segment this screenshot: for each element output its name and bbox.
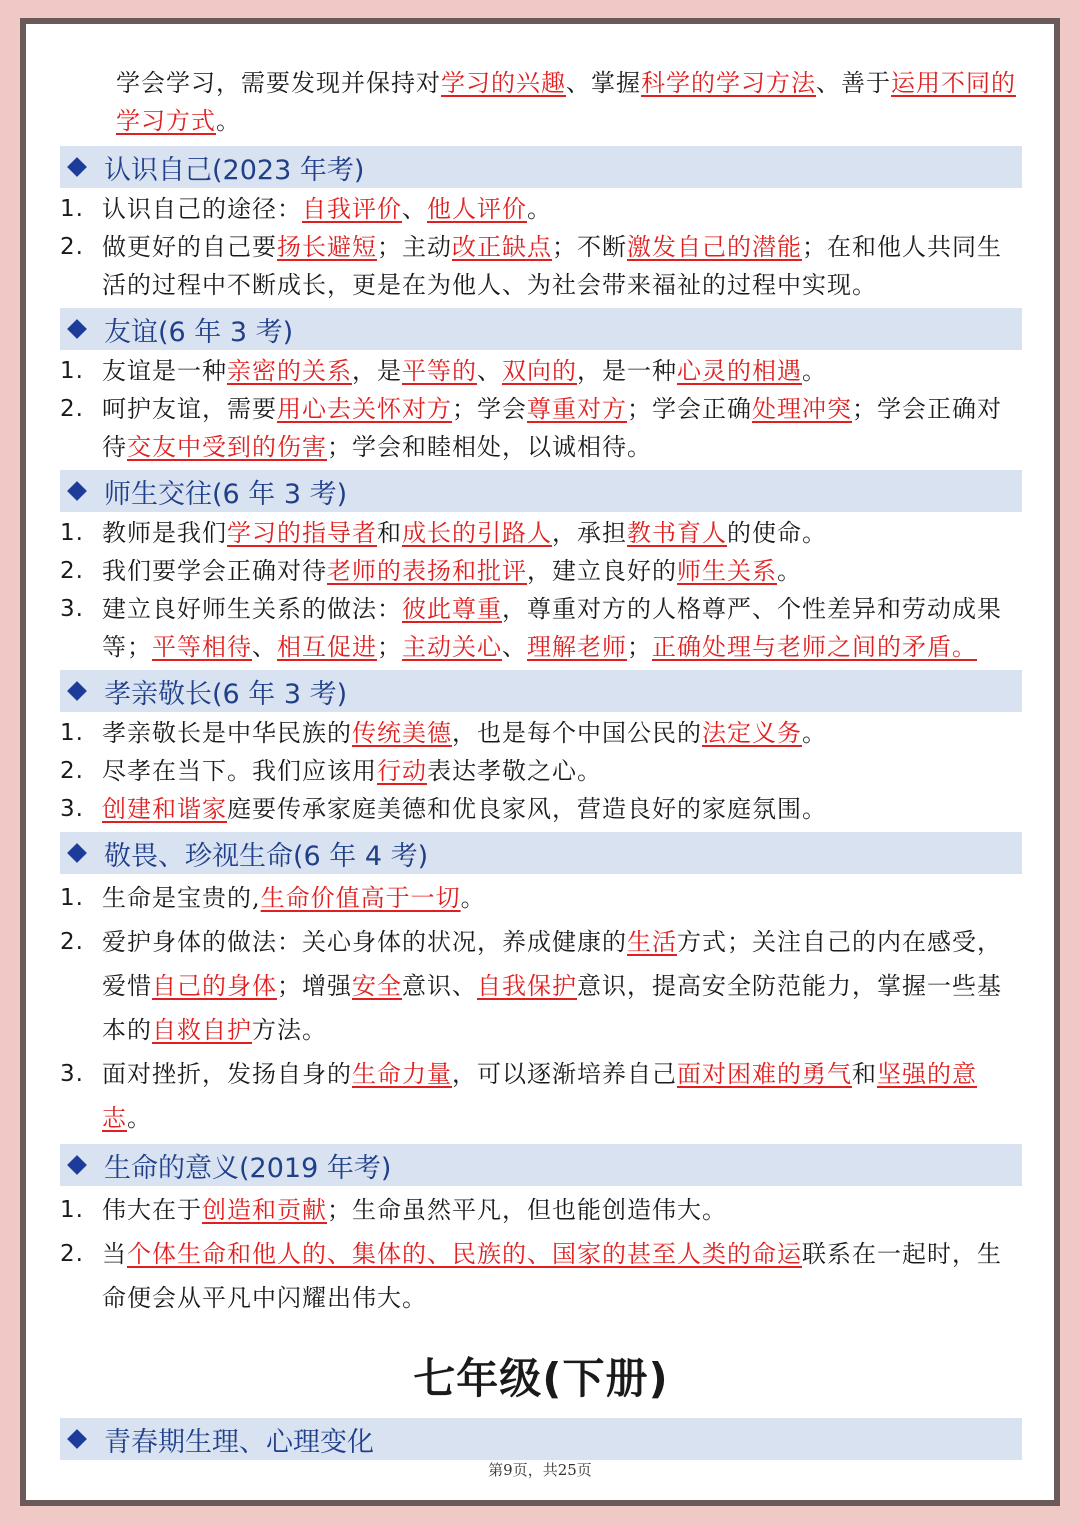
text: ；学会正确 [627,395,752,423]
text: 。 [802,357,827,385]
text: 我们要学会正确对待 [102,557,327,585]
item-number: 2. [60,1241,84,1267]
section-title: 生命的意义(2019 年考) [104,1152,392,1184]
item-number: 1. [60,885,84,911]
text: 方式；关注自己的内在感受，爱惜 [102,928,1002,1000]
text: 的使命。 [727,519,827,547]
text: ，是 [352,357,402,385]
text: 意识、 [402,972,477,1000]
section-title: 师生交往(6 年 3 考) [104,478,348,510]
item-number: 1. [60,520,84,546]
text: 做更好的自己要 [102,233,277,261]
list-meaning-life [60,1188,1022,1320]
item-number: 3. [60,1061,84,1087]
text: 学会学习，需要发现并保持对 [116,69,441,97]
keyword: 相互促进 [277,633,377,661]
keyword: 安全 [352,972,402,1000]
item-number: 2. [60,558,84,584]
keyword: 平等相待 [152,633,252,661]
text: ； [377,633,402,661]
list-filial-piety [60,714,1022,828]
text: ； [627,633,652,661]
text: ；学会和睦相处，以诚相待。 [327,433,652,461]
item-number: 3. [60,796,84,822]
list-item [60,714,1022,752]
list-item [60,190,1022,228]
keyword: 尊重对方 [527,395,627,423]
keyword: 他人评价 [427,195,527,223]
keyword: 面对困难的勇气 [677,1060,852,1088]
keyword: 彼此尊重 [402,595,502,623]
section-header-friendship [60,308,1022,350]
keyword: 平等的 [402,357,477,385]
text: ，是一种 [577,357,677,385]
section-title: 青春期生理、心理变化 [104,1426,374,1458]
text: 表达孝敬之心。 [427,757,602,785]
intro-paragraph [116,64,1022,140]
keyword: 处理冲突 [752,395,852,423]
grade-title: 七年级(下册) [413,1354,669,1403]
section-title: 孝亲敬长(6 年 3 考) [104,678,348,710]
list-item [60,1232,1022,1320]
text: 、掌握 [566,69,641,97]
keyword: 学习的指导者 [227,519,377,547]
keyword: 激发自己的潜能 [627,233,802,261]
keyword: 法定义务 [702,719,802,747]
item-number: 2. [60,234,84,260]
list-item [60,876,1022,920]
text: 方法。 [252,1016,327,1044]
keyword: 生活 [627,928,677,956]
text: 伟大在于 [102,1196,202,1224]
diamond-bullet-icon [67,481,87,501]
section-title: 认识自己(2023 年考) [104,154,365,186]
text: ；学会正确对待 [102,395,1002,461]
diamond-bullet-icon [67,843,87,863]
keyword: 自救自护 [152,1016,252,1044]
text: 和 [852,1060,877,1088]
keyword: 自我保护 [477,972,577,1000]
keyword: 科学的学习方法 [641,69,816,97]
section-header-teacher-student [60,470,1022,512]
keyword: 教书育人 [627,519,727,547]
keyword: 成长的引路人 [402,519,552,547]
item-number: 2. [60,758,84,784]
text: 孝亲敬长是中华民族的 [102,719,352,747]
keyword: 生命力量 [352,1060,452,1088]
text: 当 [102,1240,127,1268]
text: 认识自己的途径： [102,195,302,223]
section-header-filial-piety [60,670,1022,712]
keyword: 理解老师 [527,633,627,661]
keyword: 自己的身体 [152,972,277,1000]
text: 友谊是一种 [102,357,227,385]
text: 、 [402,195,427,223]
page-frame [20,18,1060,1506]
keyword: 用心去关怀对方 [277,395,452,423]
text: ；主动 [377,233,452,261]
keyword: 运用不同的学习方式 [116,69,1016,135]
section-header-meaning-life [60,1144,1022,1186]
list-self [60,190,1022,304]
text: ；生命虽然平凡，但也能创造伟大。 [327,1196,727,1224]
text: 。 [127,1104,152,1132]
list-item [60,352,1022,390]
keyword: 创建和谐家 [102,795,227,823]
keyword: 交友中受到的伤害 [127,433,327,461]
text: ；不断 [552,233,627,261]
text: 呵护友谊，需要 [102,395,277,423]
text: 建立良好师生关系的做法： [102,595,402,623]
keyword: 双向的 [502,357,577,385]
text: 面对挫折，发扬自身的 [102,1060,352,1088]
list-item [60,590,1022,666]
text: ，承担 [552,519,627,547]
text: 和 [377,519,402,547]
keyword: 个体生命和他人的、集体的、民族的、国家的甚至人类的命运 [127,1240,802,1268]
text: 联系在一起时，生命便会从平凡中闪耀出伟大。 [102,1240,1002,1312]
text: ；学会 [452,395,527,423]
text: 、 [502,633,527,661]
keyword: 传统美德 [352,719,452,747]
keyword: 坚强的意志 [102,1060,977,1132]
keyword: 亲密的关系 [227,357,352,385]
list-item [60,552,1022,590]
item-number: 2. [60,396,84,422]
section-header-adolescence [60,1418,1022,1460]
keyword: 正确处理与老师之间的矛盾。 [652,633,977,661]
diamond-bullet-icon [67,681,87,701]
keyword: 生命价值高于一切 [260,884,461,912]
text: 庭要传承家庭美德和优良家风，营造良好的家庭氛围。 [227,795,827,823]
list-item [60,1188,1022,1232]
list-value-life [60,876,1022,1140]
list-item [60,390,1022,466]
keyword: 创造和贡献 [202,1196,327,1224]
list-item [60,514,1022,552]
diamond-bullet-icon [67,1429,87,1449]
text: 。 [802,719,827,747]
item-number: 1. [60,720,84,746]
item-number: 1. [60,1197,84,1223]
keyword: 扬长避短 [277,233,377,261]
text: 、 [252,633,277,661]
keyword: 学习的兴趣 [441,69,566,97]
item-number: 1. [60,358,84,384]
list-item [60,228,1022,304]
text: 爱护身体的做法：关心身体的状况，养成健康的 [102,928,627,956]
section-header-value-life [60,832,1022,874]
keyword: 师生关系 [677,557,777,585]
list-teacher-student [60,514,1022,666]
text: 。 [460,884,486,912]
section-title: 友谊(6 年 3 考) [104,316,294,348]
text: 教师是我们 [102,519,227,547]
text: ，可以逐渐培养自己 [452,1060,677,1088]
list-friendship [60,352,1022,466]
text: 生命是宝贵的, [102,884,261,912]
text: 尽孝在当下。我们应该用 [102,757,377,785]
keyword: 自我评价 [302,195,402,223]
list-item [60,920,1022,1052]
keyword: 主动关心 [402,633,502,661]
section-title: 敬畏、珍视生命(6 年 4 考) [104,840,429,872]
keyword: 老师的表扬和批评 [327,557,527,585]
text: 。 [527,195,552,223]
text: ，也是每个中国公民的 [452,719,702,747]
text: ；增强 [277,972,352,1000]
text: 。 [216,107,241,135]
text: 、善于 [816,69,891,97]
item-number: 2. [60,929,84,955]
text: ；在和他人共同生活的过程中不断成长，更是在为他人、为社会带来福祉的过程中实现。 [102,233,1002,299]
text: 。 [777,557,802,585]
list-item [60,1052,1022,1140]
keyword: 改正缺点 [452,233,552,261]
text: 意识，提高安全防范能力，掌握一些基本的 [102,972,1002,1044]
list-item [60,790,1022,828]
list-item [60,752,1022,790]
diamond-bullet-icon [67,157,87,177]
content [60,64,1022,1462]
text: 、 [477,357,502,385]
page-footer: 第9页，共25页 [488,1461,592,1479]
text: ，建立良好的 [527,557,677,585]
diamond-bullet-icon [67,319,87,339]
item-number: 3. [60,596,84,622]
paper [26,24,1054,1500]
keyword: 心灵的相遇 [677,357,802,385]
text: ，尊重对方的人格尊严、个性差异和劳动成果等； [102,595,1002,661]
diamond-bullet-icon [67,1155,87,1175]
item-number: 1. [60,196,84,222]
keyword: 行动 [377,757,427,785]
section-header-self [60,146,1022,188]
